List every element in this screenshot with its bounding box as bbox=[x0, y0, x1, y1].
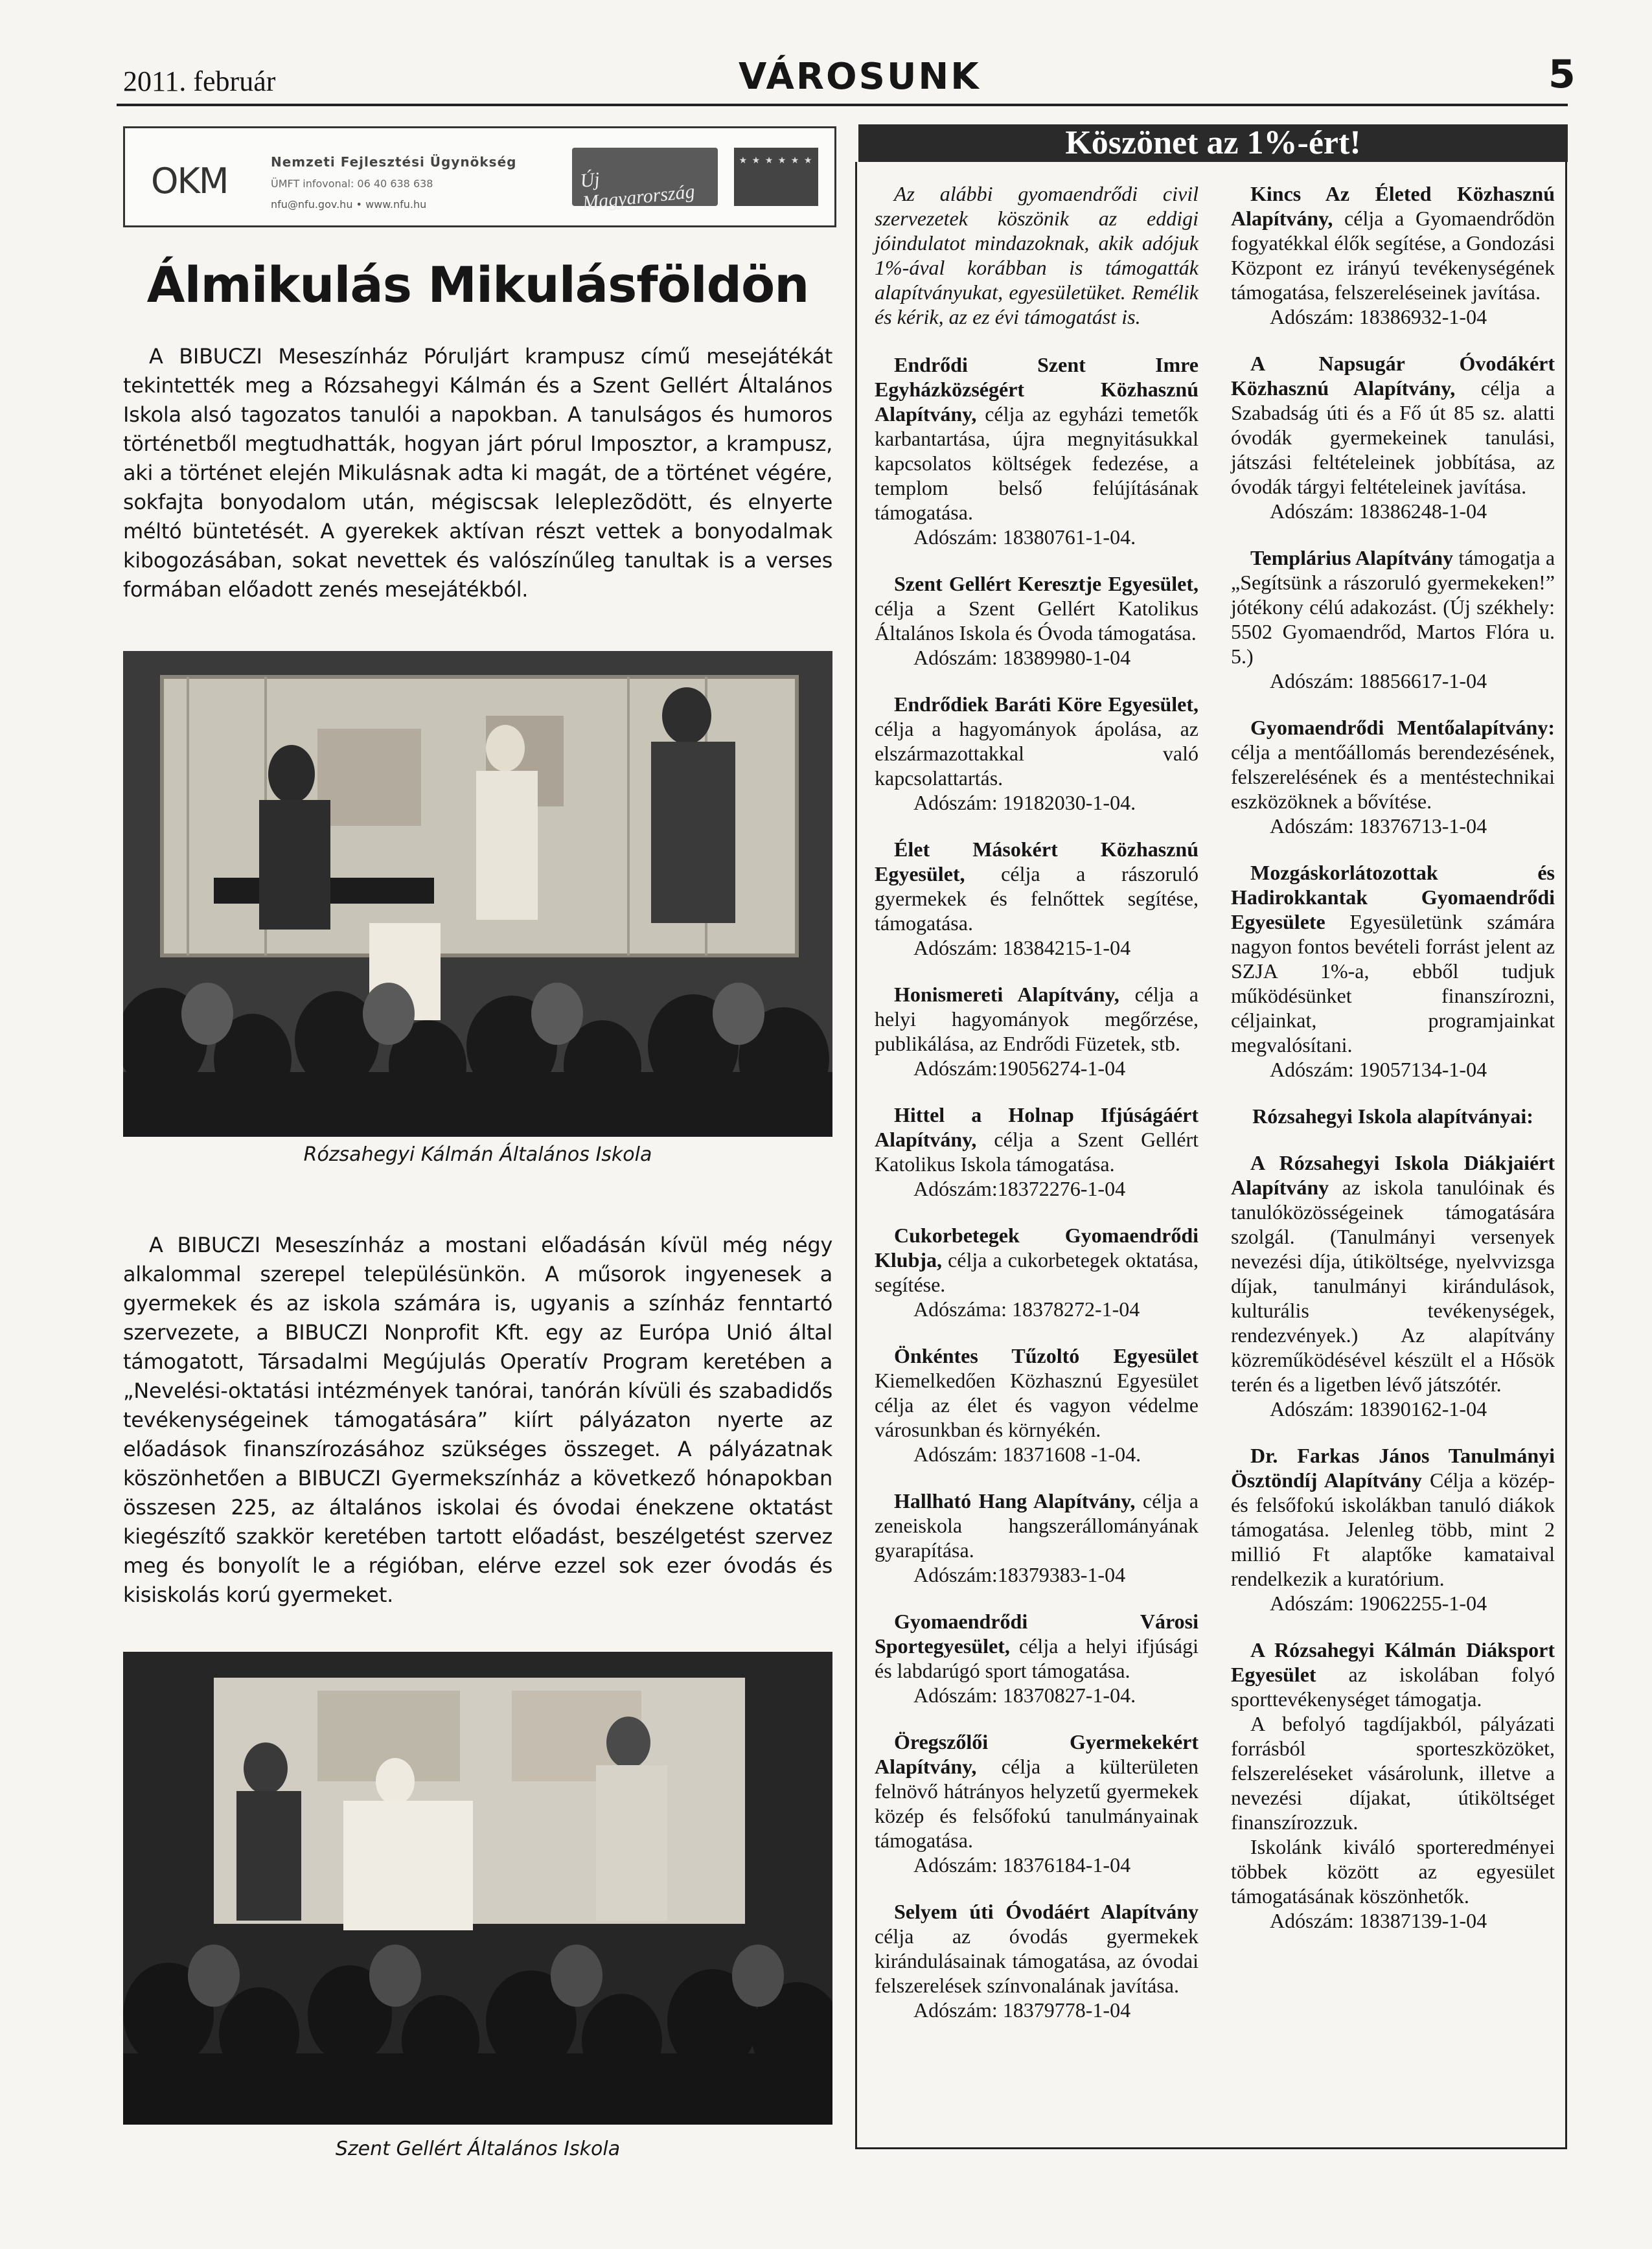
org-name: Élet Másokért Közhasznú Egyesület, bbox=[875, 838, 1199, 885]
photo-1-caption: Rózsahegyi Kálmán Általános Iskola bbox=[303, 1143, 652, 1166]
org-entry bbox=[1231, 545, 1555, 693]
org-name: Selyem úti Óvodáért Alapítvány bbox=[894, 1900, 1199, 1923]
org-tax-number: Adószám: 18856617-1-04 bbox=[1270, 669, 1487, 692]
photo-1-illustration bbox=[123, 651, 832, 1137]
org-purpose: célja a mentőállomás berendezésének, felszerelésének és a mentéstechnikai eszközöknek a bővítése. bbox=[1231, 740, 1555, 813]
koszonet-column-right bbox=[1231, 181, 1555, 1955]
org-name: Cukorbetegek Gyomaendrődi Klubja, bbox=[875, 1224, 1199, 1272]
org-entry bbox=[1231, 1443, 1555, 1615]
org-purpose: célja a helyi ifjúsági és labdarúgó sport támogatása. bbox=[875, 1634, 1199, 1682]
org-entry bbox=[1231, 1150, 1555, 1421]
org-tax-number: Adószám: 18384215-1-04 bbox=[913, 936, 1131, 959]
org-tax-number: Adószám: 18376184-1-04 bbox=[913, 1853, 1131, 1877]
org-name: Mozgáskorlátozottak és Hadirokkantak Gyomaendrődi Egyesülete bbox=[1231, 861, 1555, 933]
photo-2-caption: Szent Gellért Általános Iskola bbox=[335, 2138, 621, 2160]
org-entry bbox=[875, 1489, 1199, 1587]
org-entry bbox=[875, 837, 1199, 960]
org-entry bbox=[1231, 715, 1555, 838]
org-description bbox=[1231, 1638, 1555, 1711]
org-description bbox=[875, 1899, 1199, 1998]
issue-date: 2011. február bbox=[123, 65, 276, 97]
org-description bbox=[1231, 1150, 1555, 1397]
org-tax-number: Adószám:18372276-1-04 bbox=[913, 1177, 1126, 1200]
rozsahegyi-subhead: Rózsahegyi Iskola alapítványai: bbox=[1252, 1104, 1533, 1128]
newspaper-title: VÁROSUNK bbox=[739, 56, 981, 98]
org-description bbox=[1231, 1443, 1555, 1591]
org-purpose: Egyesületünk számára nagyon fontos bevételi forrást jelent az SZJA 1%-a, ebből tudjuk működésünket finanszírozni, céljainkat, programjainkat megvalósítani. bbox=[1231, 910, 1555, 1056]
org-tax-number: Adószám: 18387139-1-04 bbox=[1270, 1909, 1487, 1932]
org-tax-number: Adószám: 18380761-1-04. bbox=[913, 525, 1136, 549]
eu-flag-icon bbox=[734, 148, 818, 206]
org-description bbox=[1231, 715, 1555, 814]
header-rule bbox=[117, 104, 1568, 106]
org-purpose: célja a Szent Gellért Katolikus Általános Iskola és Óvoda támogatása. bbox=[875, 597, 1199, 645]
org-entry bbox=[1231, 1638, 1555, 1933]
org-entry bbox=[875, 982, 1199, 1080]
org-name: Hallható Hang Alapítvány, bbox=[894, 1489, 1136, 1513]
org-tax-number: Adószám: 18370827-1-04. bbox=[913, 1684, 1136, 1707]
org-description bbox=[875, 1730, 1199, 1853]
org-tax-number: Adószám: 18390162-1-04 bbox=[1270, 1397, 1487, 1421]
org-description bbox=[875, 1489, 1199, 1562]
org-entry bbox=[875, 1223, 1199, 1321]
org-entry bbox=[875, 571, 1199, 670]
org-purpose: célja a Szent Gellért Katolikus Iskola támogatása. bbox=[875, 1128, 1199, 1176]
eu-stars: ★ ★ ★ ★ ★ ★ bbox=[739, 156, 814, 166]
org-entry bbox=[1231, 860, 1555, 1082]
org-description bbox=[875, 1102, 1199, 1176]
org-tax-number: Adószám: 18376713-1-04 bbox=[1270, 814, 1487, 838]
org-entry bbox=[875, 1102, 1199, 1201]
org-list-right bbox=[1231, 181, 1555, 1082]
org-name: Hittel a Holnap Ifjúságáért Alapítvány, bbox=[875, 1103, 1199, 1151]
org-description bbox=[1231, 181, 1555, 304]
org-name: Dr. Farkas János Tanulmányi Ösztöndíj Alapítvány bbox=[1231, 1444, 1555, 1492]
org-tax-number: Adószám: 19057134-1-04 bbox=[1270, 1058, 1487, 1081]
agency-contact: ÜMFT infovonal: 06 40 638 638 bbox=[271, 177, 433, 190]
page-number: 5 bbox=[1548, 52, 1576, 97]
org-description bbox=[875, 352, 1199, 525]
org-entry bbox=[875, 1343, 1199, 1467]
theater-photo-2 bbox=[123, 1652, 832, 2125]
org-name: Kincs Az Életed Közhasznú Alapítvány, bbox=[1231, 182, 1555, 230]
org-name: Honismereti Alapítvány, bbox=[894, 983, 1119, 1006]
org-purpose: célja a helyi hagyományok megőrzése, publikálása, az Endrődi Füzetek, stb. bbox=[875, 983, 1199, 1055]
org-tax-number: Adószám: 18386932-1-04 bbox=[1270, 305, 1487, 328]
org-name: A Napsugár Óvodákért Közhasznú Alapítvány, bbox=[1231, 352, 1555, 400]
org-purpose: célja a Gyomaendrődön fogyatékkal élők segítése, a Gondozási Központ ez irányú tevékenységének támogatása, felszereléseinek javítása. bbox=[1231, 207, 1555, 304]
org-name: Szent Gellért Keresztje Egyesület, bbox=[894, 572, 1199, 595]
org-purpose: célja a zeneiskola hangszerállományának gyarapítása. bbox=[875, 1489, 1199, 1562]
sponsor-banner bbox=[123, 126, 836, 227]
org-description bbox=[1231, 860, 1555, 1057]
org-purpose: célja a Szabadság úti és a Fő út 85 sz. alatti óvodák gyermekeinek tanulási, játszási feltételeinek jobbítása, az óvodák tárgyi feltételeinek javítása. bbox=[1231, 376, 1555, 498]
org-tax-number: Adószám: 18371608 -1-04. bbox=[913, 1443, 1141, 1466]
org-tax-number: Adószám: 18386248-1-04 bbox=[1270, 499, 1487, 523]
koszonet-header: Köszönet az 1%-ért! bbox=[858, 124, 1568, 162]
org-description bbox=[875, 692, 1199, 790]
koszonet-intro: Az alábbi gyomaendrődi civil szervezetek köszönik az eddigi jóindulatot mindazoknak, akik adójuk 1%-ával korábban is támogatták alapítványukat, egyesületüket. Remélik és kérik, az ez évi támogatást is. bbox=[875, 182, 1199, 328]
org-purpose: célja a külterületen felnövő hátrányos helyzetű gyermekek közép és felsőfokú tanulmányainak támogatása. bbox=[875, 1755, 1199, 1852]
org-description bbox=[1231, 351, 1555, 499]
org-purpose: Célja a közép- és felsőfokú iskolákban tanuló diákok támogatása. Jelenleg több, mint 2 millió Ft alaptőke kamataival rendelkezik a kuratórium. bbox=[1231, 1468, 1555, 1590]
org-description bbox=[875, 1223, 1199, 1297]
org-tax-number: Adószám: 18379778-1-04 bbox=[913, 1998, 1131, 2022]
org-name: Endrődi Szent Imre Egyházközségért Közhasznú Alapítvány, bbox=[875, 353, 1199, 426]
org-tax-number: Adószáma: 18378272-1-04 bbox=[913, 1297, 1140, 1321]
org-purpose: célja a hagyományok ápolása, az elszármazottakkal való kapcsolattartás. bbox=[875, 717, 1199, 790]
org-entry bbox=[875, 352, 1199, 549]
org-entry bbox=[875, 1899, 1199, 2022]
org-entry bbox=[875, 1609, 1199, 1707]
org-name: Öregszőlői Gyermekekért Alapítvány, bbox=[875, 1730, 1199, 1778]
org-description bbox=[875, 982, 1199, 1056]
org-description bbox=[875, 837, 1199, 935]
article-title: Álmikulás Mikulásföldön bbox=[146, 256, 809, 314]
org-entry bbox=[875, 1730, 1199, 1877]
org-tax-number: Adószám:18379383-1-04 bbox=[913, 1563, 1126, 1586]
org-name: Gyomaendrődi Városi Sportegyesület, bbox=[875, 1610, 1199, 1658]
paragraph-text: A BIBUCZI Meseszínház Póruljárt krampusz című mesejátékát tekintették meg a Rózsahegyi Kálmán és a Szent Gellért Általános Iskola alsó tagozatos tanulói a napokban. A tanulságos és humoros történetből megtudhatták, hogyan járt pórul Imposztor, a krampusz, aki a történet elején Mikulásnak adta ki magát, de a történet végére, sokfajta bonyodalom után, mégiscsak leleplezõdött, és elnyerte méltó büntetését. A gyerekek aktívan részt vettek a bonyodalmak kibogozásában, sokat nevettek és valószínűleg tanultak is a verses formában előadott zenés mesejátékból. bbox=[123, 344, 832, 602]
org-extra-text: A befolyó tagdíjakból, pályázati forrásból sporteszközöket, felszereléseket vásárolunk, illetve a nevezési díjakat, útiköltséget finanszírozzuk. bbox=[1231, 1712, 1555, 1834]
org-tax-number: Adószám: 19182030-1-04. bbox=[913, 791, 1136, 814]
org-entry bbox=[1231, 181, 1555, 329]
article-paragraph-2 bbox=[123, 1231, 832, 1610]
org-description bbox=[875, 1343, 1199, 1442]
umft-logo-text: Új Magyarország bbox=[579, 168, 696, 214]
agency-name: Nemzeti Fejlesztési Ügynökség bbox=[271, 154, 517, 170]
org-tax-number: Adószám:19056274-1-04 bbox=[913, 1056, 1126, 1080]
org-purpose: az iskolában folyó sporttevékenységet támogatja. bbox=[1231, 1663, 1555, 1711]
article-paragraph-1 bbox=[123, 342, 832, 604]
umft-logo bbox=[572, 148, 718, 214]
org-list-left bbox=[875, 352, 1199, 2022]
koszonet-column-left bbox=[875, 181, 1199, 2044]
org-purpose: célja az egyházi temetők karbantartása, újra megnyitásukkal kapcsolatos költségek fedezése, a templom belső felújításának támogatása. bbox=[875, 402, 1199, 524]
org-name: A Rózsahegyi Iskola Diákjaiért Alapítvány bbox=[1231, 1151, 1555, 1199]
paragraph-text: A BIBUCZI Meseszínház a mostani előadásán kívül még négy alkalommal szerepel településünkön. A műsorok ingyenesek a gyermekek és az iskola számára is, ugyanis a színház fenntartó szervezete, a BIBUCZI Nonprofit Kft. egy az Európa Unió által támogatott, Társadalmi Megújulás Operatív Program keretében a „Nevelési-oktatási intézmények tanórai, tanórán kívüli és szabadidős tevékenységeinek támogatására” kiírt pályázaton nyerte az előadások finanszírozásához szükséges összeget. A pályázatnak köszönhetően a BIBUCZI Gyermekszínház a következő hónapokban összesen 225, az általános iskolai és óvodai énekzene oktatást kiegészítő szakkör keretében tartott előadást, beszélgetést szervez meg és bonyolít le a régióban, elérve ezzel sok ezer óvodás és kisiskolás korú gyermeket. bbox=[123, 1233, 832, 1607]
theater-photo-1 bbox=[123, 651, 832, 1137]
agency-web: nfu@nfu.gov.hu • www.nfu.hu bbox=[271, 198, 427, 211]
org-entry bbox=[1231, 351, 1555, 523]
org-name: Önkéntes Tűzoltó Egyesület bbox=[894, 1344, 1199, 1367]
org-purpose: támogatja a „Segítsünk a rászoruló gyermekeken!” jótékony célú adakozást. (Új székhely: 5502 Gyomaendrőd, Martos Flóra u. 5.) bbox=[1231, 546, 1555, 668]
org-name: A Rózsahegyi Kálmán Diáksport Egyesület bbox=[1231, 1638, 1555, 1686]
org-purpose: az iskola tanulóinak és tanulóközösségeinek támogatására szolgál. (Tanulmányi versenyek nevezési díja, útiköltsége, nyelvvizsga díjak, tanulmányi kirándulások, kulturális tevékenységek, rendezvények.) Az alapítvány közreműködésével készült el a Hősök terén és a ligetben lévő játszótér. bbox=[1231, 1176, 1555, 1396]
org-purpose: célja a cukorbetegek oktatása, segítése. bbox=[875, 1248, 1199, 1296]
org-extra-text: Iskolánk kiváló sporteredményei többek között az egyesület támogatásának köszönhetők. bbox=[1231, 1835, 1555, 1908]
org-description bbox=[1231, 545, 1555, 668]
org-description bbox=[875, 571, 1199, 645]
org-purpose: célja a rászoruló gyermekek és felnőttek segítése, támogatása. bbox=[875, 862, 1199, 935]
org-list-rozsahegyi bbox=[1231, 1150, 1555, 1933]
org-description bbox=[875, 1609, 1199, 1683]
org-name: Endrődiek Baráti Köre Egyesület, bbox=[894, 692, 1199, 716]
org-purpose: Kiemelkedően Közhasznú Egyesület célja az élet és vagyon védelme városunkban és környékén. bbox=[875, 1369, 1199, 1441]
org-name: Gyomaendrődi Mentőalapítvány: bbox=[1250, 716, 1555, 739]
org-tax-number: Adószám: 19062255-1-04 bbox=[1270, 1592, 1487, 1615]
org-name: Templárius Alapítvány bbox=[1250, 546, 1453, 569]
org-tax-number: Adószám: 18389980-1-04 bbox=[913, 646, 1131, 669]
org-entry bbox=[875, 692, 1199, 815]
photo-2-illustration bbox=[123, 1652, 832, 2125]
org-purpose: célja az óvodás gyermekek kirándulásainak támogatása, az óvodai felszerelések színvonalának javítása. bbox=[875, 1924, 1199, 1997]
okm-logo: OKM bbox=[151, 161, 228, 201]
